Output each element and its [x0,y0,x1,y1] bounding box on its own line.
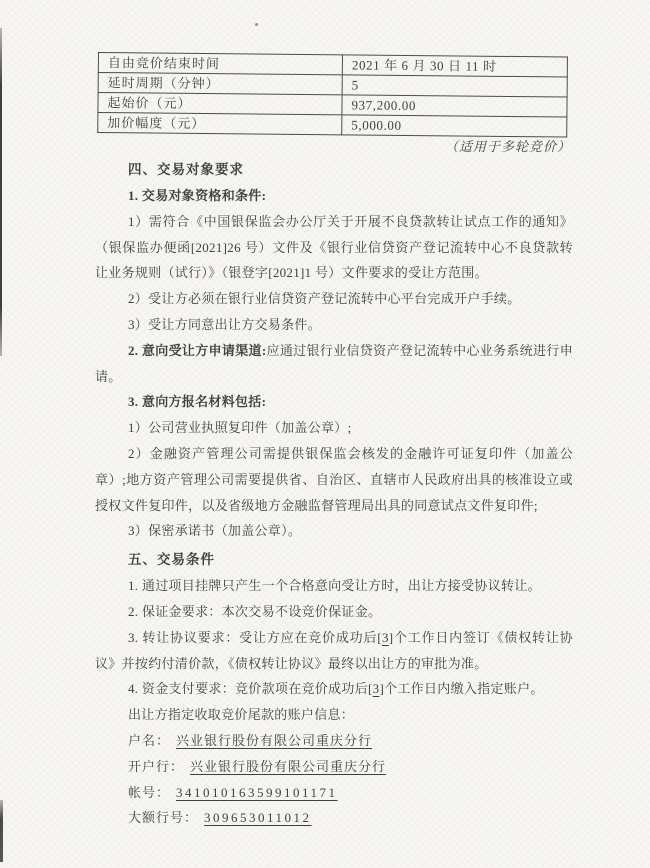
row-label: 加价幅度（元） [98,113,342,135]
auction-parameters-table [97,52,568,138]
paragraph-materials-lead [95,389,573,415]
account-cnaps-label: 大额行号： [128,810,199,826]
account-bank-line [95,754,573,780]
row-value: 937,200.00 [342,95,567,117]
paragraph-qualification-2: 2）受让方必须在银行业信贷资产登记流转中心平台完成开户手续。 [128,291,521,307]
account-name-value: 兴业银行股份有限公司重庆分行 [176,732,373,748]
paragraph-text: 3. 转让协议要求：受让方应在竞价成功后[ [128,629,382,645]
account-bank-label: 开户行： [128,758,185,774]
paragraph-text: ]个工作日内缴入指定账户。 [379,681,544,697]
paragraph-condition-4 [95,676,573,702]
underlined-number: 3 [372,681,380,697]
account-number-line [95,780,573,806]
scan-speck [255,23,258,26]
row-label: 自由竞价结束时间 [98,53,342,75]
scan-edge-artifact-top [0,28,2,356]
account-cnaps-line [95,805,573,831]
scan-edge-artifact-bottom [0,800,3,862]
row-label: 起始价（元） [98,93,342,115]
paragraph-text: 应通过银行业信贷资产登记流转中心业务系统进行申请。 [95,342,573,384]
account-cnaps-value: 309653011012 [204,810,312,826]
paragraph-material-2: 2）金融资产管理公司需提供银保监会核发的金融许可证复印件（加盖公章）;地方资产管理公司需要提供省、自治区、直辖市人民政府出具的核准设立或授权文件复印件，以及省级地方金融监督管理局出具的同意试点文件复印件; [95,445,573,513]
document-content [95,52,573,831]
underlined-number: 3 [381,629,389,645]
paragraph-qualification-3: 3）受让方同意出让方交易条件。 [128,316,322,332]
account-number-label: 帐号： [128,784,171,800]
row-value: 2021 年 6 月 30 日 11 时 [342,55,567,77]
paragraph-account-intro: 出让方指定收取竞价尾款的账户信息： [128,707,355,723]
paragraph-lead: 1. 交易对象资格和条件: [128,188,267,203]
paragraph-condition-1: 1. 通过项目挂牌只产生一个合格意向受让方时，出让方接受协议转让。 [128,578,541,594]
account-name-line [95,728,573,754]
paragraph-qualification-1: 1）需符合《中国银保监会办公厅关于开展不良贷款转让试点工作的通知》（银保监办便函[2021]26 号）文件及《银行业信贷资产登记流转中心不良贷款转让业务规则（试行）》（银登字[2021]1 号）文件要求的受让方范围。 [95,213,573,281]
paragraph-application-channel [95,338,573,390]
row-label: 延时周期（分钟） [98,73,342,95]
account-name-label: 户名： [128,732,171,748]
section-4-title: 四、交易对象要求 [128,162,244,177]
paragraph-condition-2: 2. 保证金要求：本次交易不设竞价保证金。 [128,603,382,619]
table-row [98,113,567,138]
paragraph-lead: 3. 意向方报名材料包括: [128,394,267,410]
paragraph-material-3: 3）保密承诺书（加盖公章）。 [128,523,302,539]
paragraph-text: 4. 资金支付要求：竞价款项在竞价成功后[ [128,681,373,697]
row-value: 5,000.00 [342,115,567,137]
paragraph-condition-3 [95,625,573,677]
paragraph-material-1: 1）公司营业执照复印件（加盖公章）; [128,420,352,436]
multi-round-note: （适用于多轮竞价） [444,139,571,154]
paragraph-lead: 2. 意向受让方申请渠道: [128,342,267,358]
account-number-value: 341010163599101171 [176,784,338,800]
row-value: 5 [342,75,567,97]
paragraph-text: ]个工作日内签订《债权转让协议》并按约付清价款，《债权转让协议》最终以出让方的审批为准。 [95,629,573,671]
section-5-title: 五、交易条件 [128,552,215,568]
paragraph-qualifications-lead [95,183,573,209]
account-bank-value: 兴业银行股份有限公司重庆分行 [190,758,387,774]
